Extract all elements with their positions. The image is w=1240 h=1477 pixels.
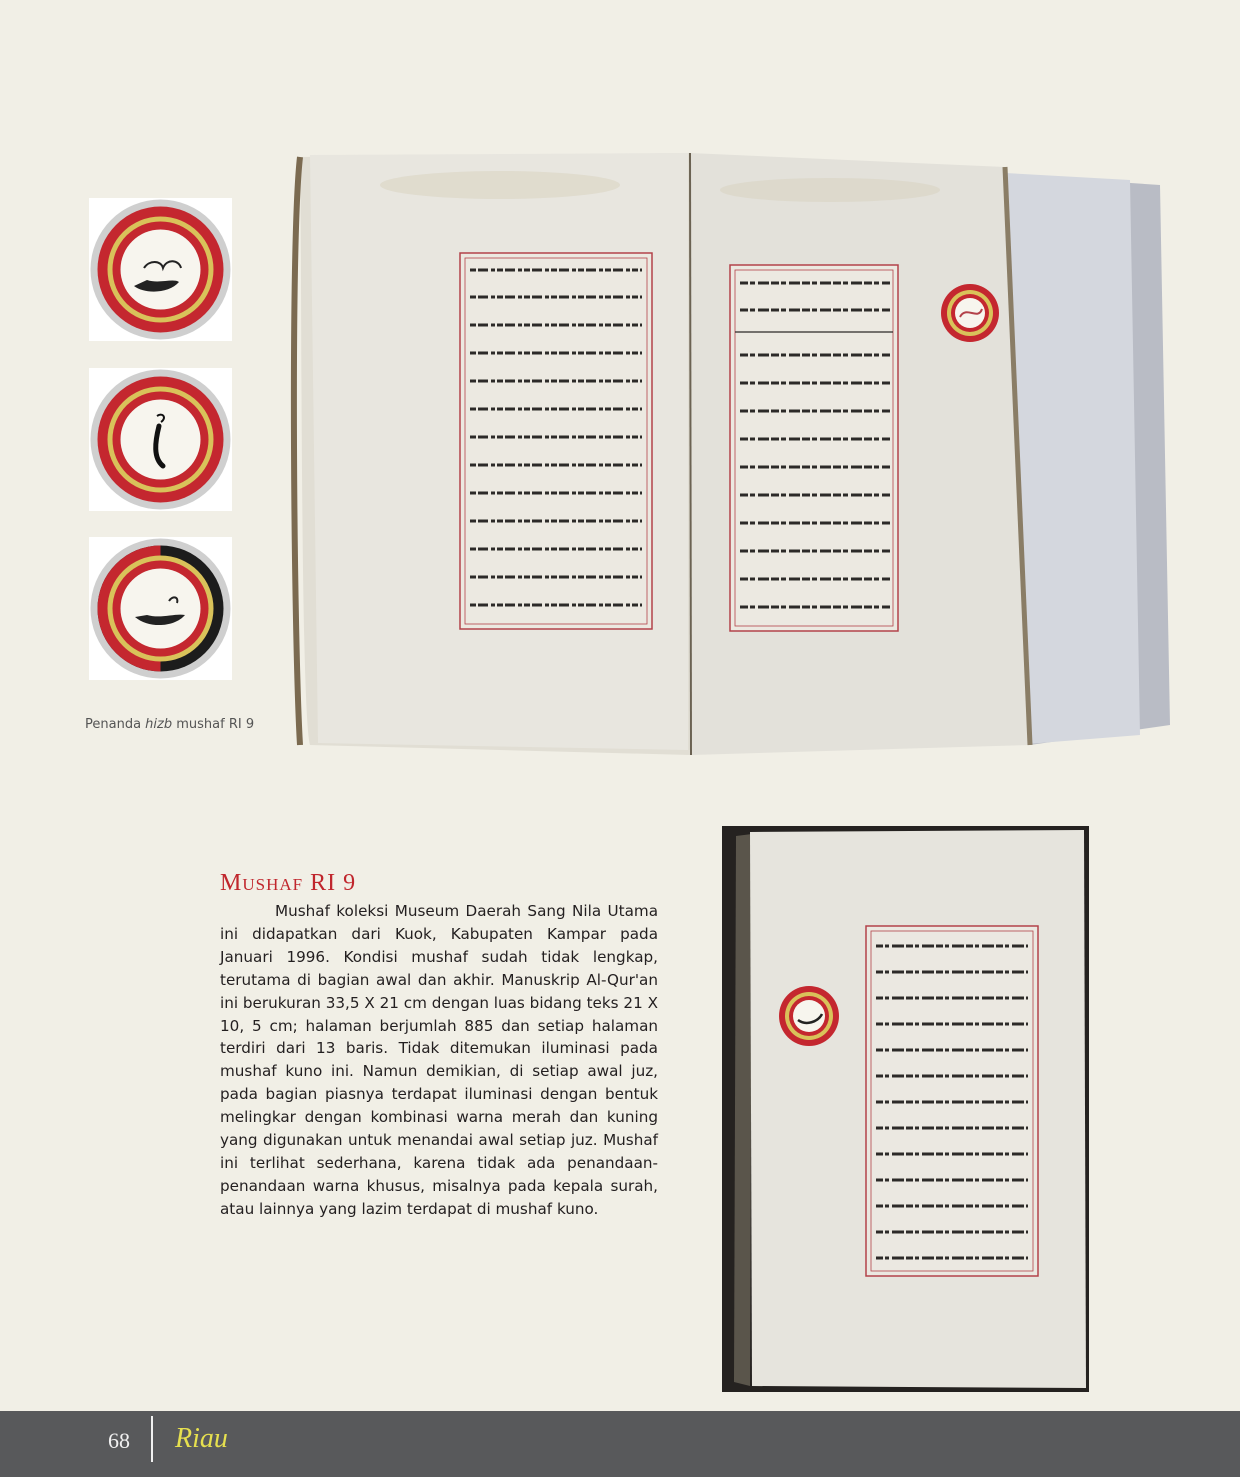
article-body: Mushaf koleksi Museum Daerah Sang Nila Utama ini didapatkan dari Kuok, Kabupaten Kampar pada Januari 1996. Kondisi mushaf sudah tidak lengkap, terutama di bagian awal dan akhir. Manuskrip Al-Qur'an ini berukuran 33,5 X 21 cm dengan luas bidang teks 21 X 10, 5 cm; halaman berjumlah 885 dan setiap halaman terdiri dari 13 baris. Tidak ditemukan iluminasi pada mushaf kuno ini. Namun demikian, di setiap awal juz, pada bagian piasnya terdapat iluminasi dengan bentuk melingkar dengan kombinasi warna merah dan kuning yang digunakan untuk menandai awal setiap juz. Mushaf ini terlihat sederhana, karena tidak ada penandaan-penandaan warna khusus, misalnya pada kepala surah, atau lainnya yang lazim terdapat di mushaf kuno. — [220, 902, 658, 1218]
article-title: Mushaf RI 9 — [220, 870, 357, 896]
hizb-marker-image-3 — [89, 537, 232, 680]
footer-divider — [151, 1416, 153, 1462]
markers-caption: Penanda hizb mushaf RI 9 — [85, 717, 255, 732]
hizb-marker-image-2 — [89, 368, 232, 511]
single-page-photo — [722, 826, 1089, 1392]
page-number: 68 — [108, 1428, 130, 1453]
footer-brand: Riau — [175, 1423, 228, 1454]
hizb-marker-image-1 — [89, 198, 232, 341]
open-mushaf-photo — [270, 145, 1175, 765]
